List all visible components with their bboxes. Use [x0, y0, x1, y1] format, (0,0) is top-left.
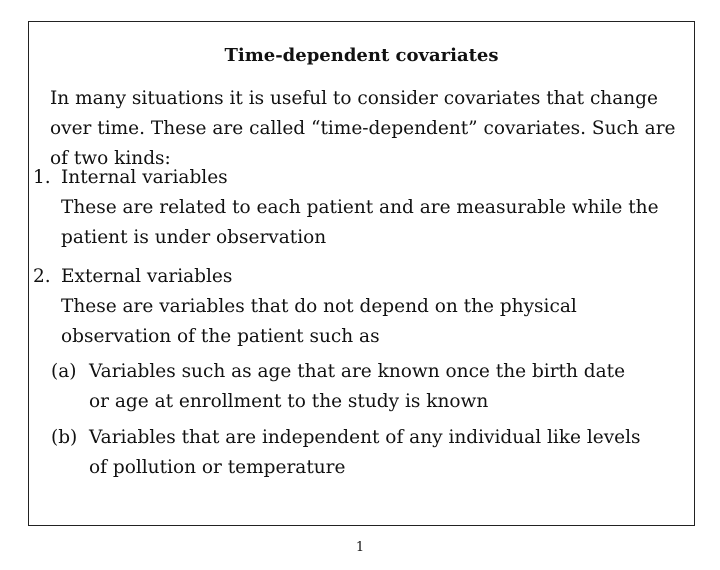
- sublist-item-text: Variables that are independent of any individual like levels of pollution or temperature: [89, 427, 641, 478]
- list-item-heading: Internal variables: [61, 167, 228, 188]
- list-item-description: These are variables that do not depend on the physical observation of the patient such as: [61, 296, 577, 347]
- list-item-heading: External variables: [61, 266, 233, 287]
- list-marker: 2.: [33, 266, 51, 287]
- sublist-marker: (b): [51, 427, 78, 448]
- sublist-item-text: Variables such as age that are known once the birth date or age at enrollment to the study is known: [89, 361, 626, 412]
- page-number: 1: [355, 540, 365, 555]
- list-item-description: These are related to each patient and are measurable while the patient is under observation: [61, 197, 659, 248]
- sublist-marker: (a): [51, 361, 77, 382]
- slide-title: Time-dependent covariates: [224, 45, 499, 66]
- intro-paragraph: In many situations it is useful to consider covariates that change over time. These are called “time-dependent” covariates. Such are of two kinds:: [50, 88, 676, 169]
- list-marker: 1.: [33, 167, 51, 188]
